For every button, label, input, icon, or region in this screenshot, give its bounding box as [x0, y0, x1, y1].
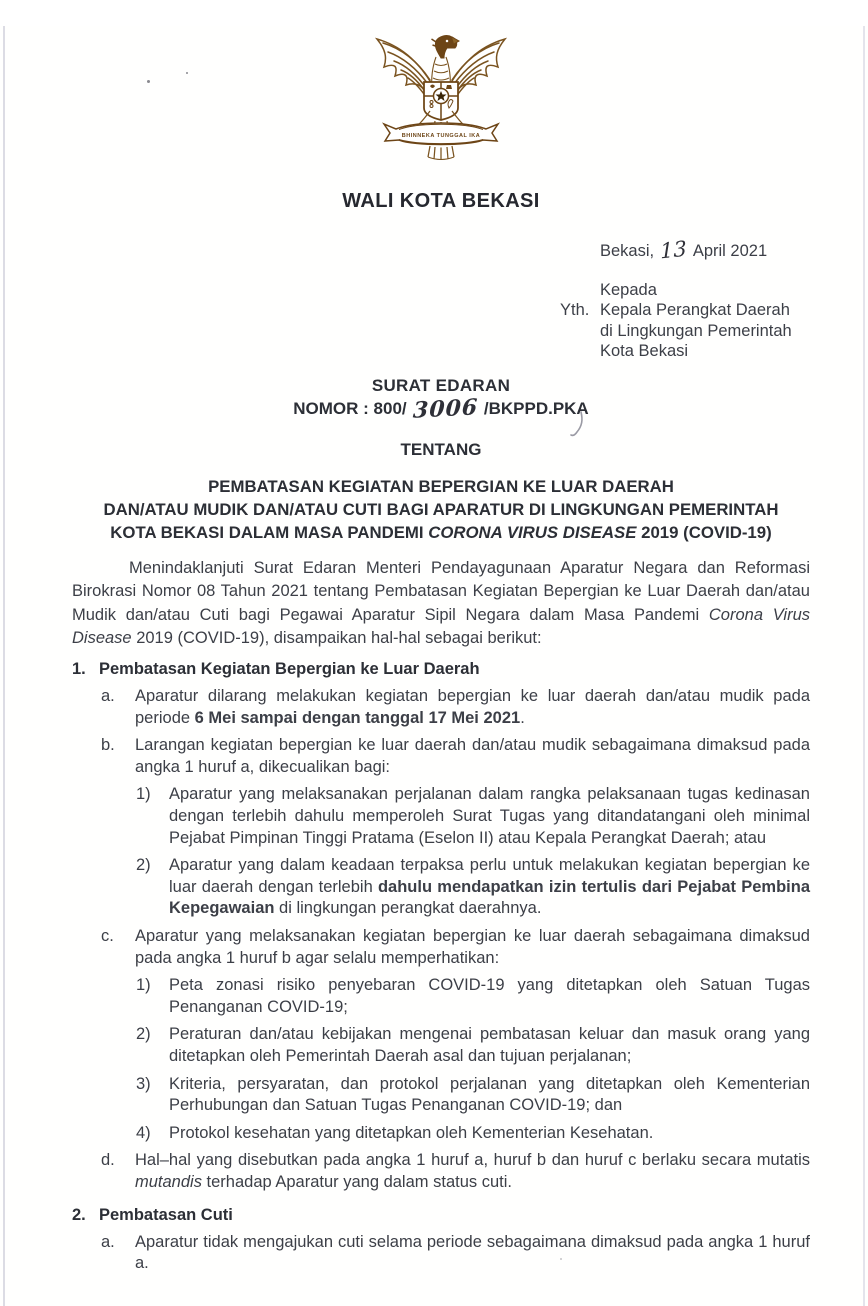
section-heading: Pembatasan Cuti [99, 1205, 233, 1224]
recipient-kepada: Kepada [600, 281, 657, 299]
doc-title-line: DAN/ATAU MUDIK DAN/ATAU CUTI BAGI APARATUR DI LINGKUNGAN PEMERINTAH [103, 499, 779, 519]
list-item-1c: c. Aparatur yang melaksanakan kegiatan bepergian ke luar daerah sebagaimana dimaksud pada angka 1 huruf b agar selalu memperhatikan: [101, 926, 810, 967]
doc-title [72, 475, 810, 545]
garuda-pancasila-icon [366, 26, 516, 168]
list-item-1b1: 1) Aparatur yang melaksanakan perjalanan dalam rangka pelaksanaan tugas kedinasan dengan terlebih dahulu memperoleh Surat Tugas yang ditandatangani oleh minimal Pejabat Pimpinan Tinggi Pratama (Eselon II) atau Kepala Perangkat Daerah; atau [136, 785, 810, 847]
list-item-1d: d. Hal–hal yang disebutkan pada angka 1 huruf a, huruf b dan huruf c berlaku secara mutatis mutandis terhadap Aparatur yang dalam status cuti. [101, 1151, 810, 1191]
opening-paragraph: Menindaklanjuti Surat Edaran Menteri Pendayagunaan Aparatur Negara dan Reformasi Birokrasi Nomor 08 Tahun 2021 tentang Pembatasan Kegiatan Bepergian ke Luar Daerah dan/atau Mudik dan/atau Cuti bagi Pegawai Aparatur Sipil Negara dalam Masa Pandemi Corona Virus Disease 2019 (COVID-19), disampaikan hal-hal sebagai berikut: [72, 559, 811, 647]
handwritten-number: 3006 [411, 393, 479, 424]
list-item-1b2: 2) Aparatur yang dalam keadaan terpaksa perlu untuk melakukan kegiatan bepergian ke luar daerah dengan terlebih dahulu mendapatkan izin tertulis dari Pejabat Pembina Kepegawaian di lingkungan perangkat daerahnya. [136, 856, 810, 918]
dateline [600, 236, 810, 264]
section-number: 1. [72, 660, 86, 679]
recipient-block [560, 280, 810, 362]
section-1 [72, 658, 810, 1193]
tentang-label: TENTANG [400, 439, 482, 459]
recipient-line: Kota Bekasi [600, 342, 689, 361]
list-item-1c1: 1) Peta zonasi risiko penyebaran COVID-19 yang ditetapkan oleh Satuan Tugas Penanganan COVID-19; [136, 976, 810, 1016]
doc-type-title: SURAT EDARAN [371, 375, 511, 395]
garuda-pancasila-emblem [366, 26, 516, 168]
list-item-1a: a. Aparatur dilarang melakukan kegiatan bepergian ke luar daerah dan/atau mudik pada periode 6 Mei sampai dengan tanggal 17 Mei 2021. [101, 687, 810, 727]
doc-title-line: KOTA BEKASI DALAM MASA PANDEMI CORONA VIRUS DISEASE 2019 (COVID-19) [110, 523, 772, 543]
doc-number-prefix: NOMOR : 800/ [293, 398, 407, 418]
list-item-1b: b. Larangan kegiatan bepergian ke luar daerah dan/atau mudik sebagaimana dimaksud pada angka 1 huruf a, dikecualikan bagi: [101, 736, 810, 776]
doc-title-line: PEMBATASAN KEGIATAN BEPERGIAN KE LUAR DAERAH [208, 476, 674, 496]
recipient-line: di Lingkungan Pemerintah [600, 321, 792, 340]
document-heading [72, 375, 810, 545]
recipient-line: Kepala Perangkat Daerah [600, 301, 790, 320]
list-item-1c3: 3) Kriteria, persyaratan, dan protokol perjalanan yang ditetapkan oleh Kementerian Perhubungan dan Satuan Tugas Penanganan COVID-19; dan [136, 1074, 810, 1115]
list-item-1c4: 4) Protokol kesehatan yang ditetapkan oleh Kementerian Kesehatan. [136, 1123, 654, 1142]
recipient-yth-label: Yth. [560, 301, 590, 320]
dateline-city: Bekasi, [600, 242, 655, 260]
scanned-letter-page [0, 26, 868, 1306]
doc-number-suffix: /BKPPD.PKA [483, 398, 589, 418]
section-heading: Pembatasan Kegiatan Bepergian ke Luar Daerah [99, 660, 480, 679]
section-number: 2. [72, 1205, 86, 1224]
list-item-1c2: 2) Peraturan dan/atau kebijakan mengenai pembatasan keluar dan masuk orang yang ditetapkan oleh Pemerintah Daerah asal dan tujuan perjalanan; [136, 1025, 810, 1065]
svg-text:BHINNEKA TUNGGAL IKA: BHINNEKA TUNGGAL IKA [401, 133, 481, 139]
list-item-2a: a. Aparatur tidak mengajukan cuti selama periode sebagaimana dimaksud pada angka 1 huruf a. [101, 1232, 810, 1273]
doc-number-line [72, 393, 810, 424]
handwritten-day: 13 [659, 236, 688, 264]
section-2 [72, 1204, 810, 1275]
dateline-month-year: April 2021 [692, 242, 768, 260]
letterhead-title: WALI KOTA BEKASI [342, 190, 540, 212]
